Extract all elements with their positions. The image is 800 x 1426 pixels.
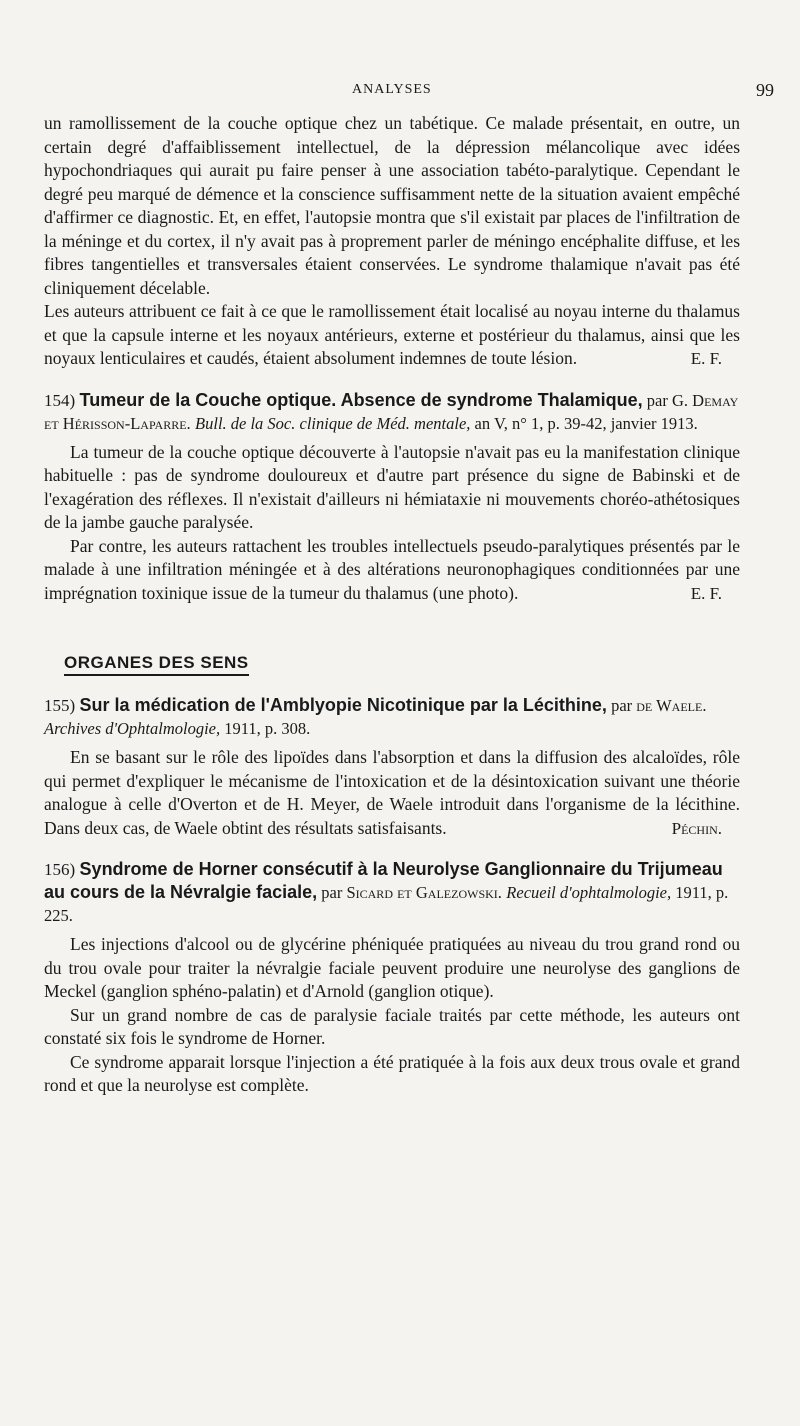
running-head [0,82,800,104]
entry-154-heading [44,389,740,435]
entry-154 [44,389,740,606]
entry-citation: 1911, p. 225. [44,883,729,925]
entry-journal: Bull. de la Soc. clinique de Méd. mentale, [195,413,471,433]
entry-155-paragraph-1: En se basant sur le rôle des lipoïdes dans l'absorption et dans la diffusion des alcaloïdes, rôle qui permet d'expliquer le mécanisme de l'intoxication et de la désintoxication suivant une théorie analogue à celle d'Overton et de H. Meyer, de Waele introduit dans l'organisme de la lécithine. Dans deux cas, de Waele obtint des résultats satisfaisants. [44,747,740,838]
entry-authors: de Waele. [636,696,707,715]
entry-by: par [642,390,672,410]
entry-authors: Sicard et Galezowski. [346,883,502,902]
entry-title: Syndrome de Horner consécutif à la Neurolyse Ganglionnaire du Trijumeau au cours de la Névralgie faciale, [44,859,723,902]
entry-title: Tumeur de la Couche optique. Absence de syndrome Thalamique, [79,389,643,410]
entry-156-paragraph-2: Sur un grand nombre de cas de paralysie faciale traités par cette méthode, les auteurs ont constaté six fois le syndrome de Horner. [44,1004,740,1048]
entry-by: par [317,883,347,902]
entry-154-signature: E. F. [690,583,722,603]
entry-authors: G. Demay et Hérisson-Laparre. [44,390,739,433]
entry-number: 155) [44,696,76,715]
entry-journal: Archives d'Ophtalmologie, [44,719,221,738]
section-heading: ORGANES DES SENS [64,653,249,676]
page-number: 99 [756,80,774,100]
entry-156-paragraph-3: Ce syndrome apparait lorsque l'injection a été pratiquée à la fois aux deux trous ovale et grand rond et que la neurolyse est complète. [44,1051,740,1095]
running-title: ANALYSES [352,82,432,97]
page-body [44,112,740,1098]
intro-paragraph: un ramollissement de la couche optique chez un tabétique. Ce malade présentait, en outre, un certain degré d'affaiblissement intellectuel, de la dépression mélancolique avec idées hypochondriaques qui aurait pu faire penser à une association tabéto-paralytique. Cependant le degré peu marqué de démence et la conscience suffisamment nette de la situation avaient empêché d'affirmer ce diagnostic. Et, en effet, l'autopsie montra que s'il existait par places de l'infiltration de la méninge et du cortex, il n'y avait pas à proprement parler de méningo encéphalite diffuse, et les fibres tangentielles et transversales étaient conservées. Le syndrome thalamique n'avait pas été cliniquement décelable. [44,113,740,298]
entry-number: 154) [44,390,76,410]
entry-citation: 1911, p. 308. [220,719,311,738]
entry-155-heading [44,694,740,740]
entry-155 [44,694,740,840]
entry-156 [44,858,740,1098]
entry-journal: Recueil d'ophtalmologie, [506,883,672,902]
entry-156-paragraph-1: Les injections d'alcool ou de glycérine phéniquée pratiquées au niveau du trou grand rond ou du trou ovale pour traiter la névralgie faciale peuvent produire une neurolyse des ganglions de Meckel (ganglion sphéno-palatin) et d'Arnold (ganglion otique). [44,934,740,1001]
intro-signature: E. F. [690,349,722,368]
entry-154-paragraph-2: Par contre, les auteurs rattachent les troubles intellectuels pseudo-paralytiques présentés par le malade à une infiltration méningée et à des altérations neuronophagiques conditionnées par une imprégnation toxinique issue de la tumeur du thalamus (une photo). [44,535,740,603]
entry-155-signature: Péchin. [671,818,722,838]
entry-by: par [606,696,637,715]
entry-citation: an V, n° 1, p. 39-42, janvier 1913. [470,413,698,433]
entry-156-heading [44,858,740,927]
entry-title: Sur la médication de l'Amblyopie Nicotinique par la Lécithine, [79,695,607,715]
entry-number: 156) [44,860,76,879]
entry-154-paragraph-1: La tumeur de la couche optique découverte à l'autopsie n'avait pas eu la manifestation clinique habituelle : pas de syndrome douloureux et d'autre part présence du signe de Babinski et de l'exagération des réflexes. Il n'existait d'ailleurs ni hémiataxie ni mouvements choréo-athétosiques de la jambe gauche paralysée. [44,441,740,532]
intro-paragraph-2: Les auteurs attribuent ce fait à ce que le ramollissement était localisé au noyau interne du thalamus et que la capsule interne et les noyaux antérieurs, externe et postérieur du thalamus, ainsi que les noyaux lenticulaires et caudés, étaient absolument indemnes de toute lésion. [44,301,740,368]
